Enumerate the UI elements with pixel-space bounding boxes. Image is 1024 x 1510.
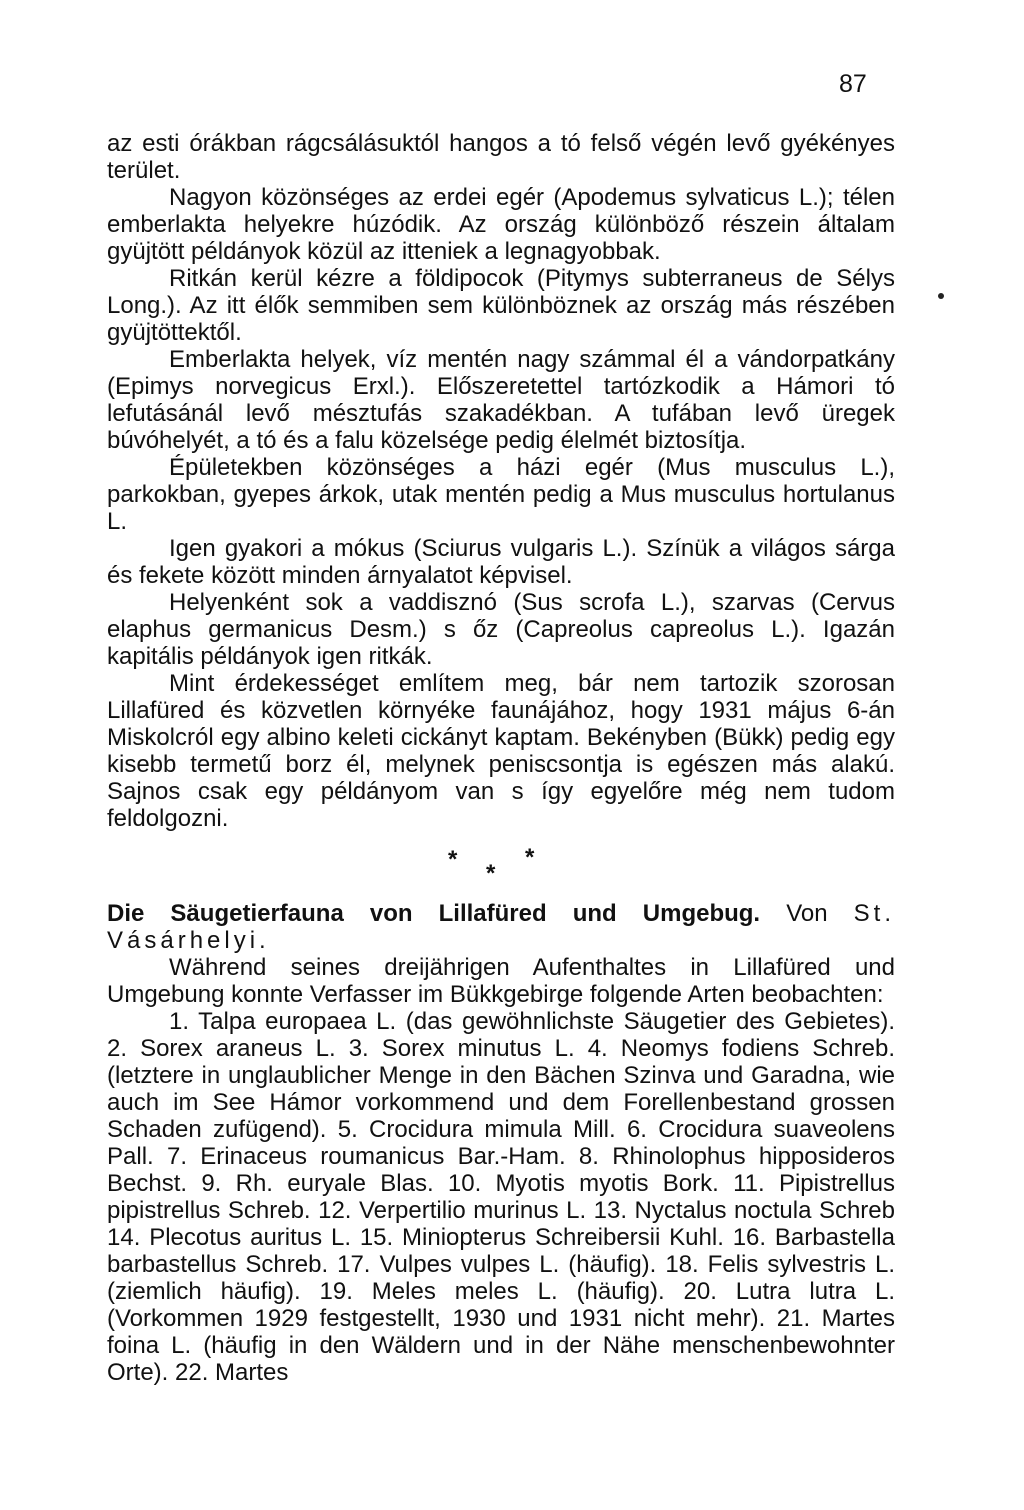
heading-author: St. Vásárhelyi. [107, 900, 895, 954]
paragraph-mus: Épületekben közönséges a házi egér (Mus musculus L.), parkokban, gyepes árkok, utak mentén pedig a Mus musculus hortulanus L. [107, 454, 895, 535]
heading-by: Von [786, 900, 828, 927]
paragraph-intro: Während seines dreijährigen Aufenthaltes in Lillafüred und Umgebung konnte Verfasser im Bükkgebirge folgende Arten beobachten: [107, 954, 895, 1008]
separator-asterisk: * [486, 860, 496, 887]
separator-asterisk: * [448, 846, 458, 873]
heading-title: Die Säugetierfauna von Lillafüred und Umgebug. [107, 900, 761, 927]
paragraph-epimys: Emberlakta helyek, víz mentén nagy számmal él a vándorpatkány (Epimys norvegicus Erxl.). Előszeretettel tartózkodik a Hámori tó lefutásánál levő mésztufás szakadékban. A tufában levő üregek búvóhelyét, a tó és a falu közelsége pedig élelmét biztosítja. [107, 346, 895, 454]
section-separator [420, 842, 570, 887]
paragraph-sciurus: Igen gyakori a mókus (Sciurus vulgaris L.). Színük a világos sárga és fekete között minden árnyalatot képvisel. [107, 535, 895, 589]
margin-mark [938, 293, 944, 299]
paragraph-continuation: az esti órákban rágcsálásuktól hangos a tó felső végén levő gyékényes terület. [107, 130, 895, 184]
paragraph-species-list: 1. Talpa europaea L. (das gewöhnlichste Säugetier des Gebietes). 2. Sorex araneus L. 3. Sorex minutus L. 4. Neomys fodiens Schreb. (letztere in unglaublicher Menge in den Bächen Szinva und Garadna, wie auch im See Hámor vorkommend und dem Forellenbestand grossen Schaden zufügend). 5. Crocidura mimula Mill. 6. Crocidura suaveolens Pall. 7. Erinaceus roumanicus Bar.-Ham. 8. Rhinolophus hipposideros Bechst. 9. Rh. euryale Blas. 10. Myotis myotis Bork. 11. Pipistrellus pipistrellus Schreb. 12. Verpertilio murinus L. 13. Nyctalus noctula Schreb 14. Plecotus auritus L. 15. Miniopterus Schreibersii Kuhl. 16. Barbastella barbastellus Schreb. 17. Vulpes vulpes L. (häufig). 18. Felis sylvestris L. (ziemlich häufig). 19. Meles meles L. (häufig). 20. Lutra lutra L. (Vorkommen 1929 festgestellt, 1930 und 1931 nicht mehr). 21. Martes foina L. (häufig in den Wäldern und in der Nähe menschenbewohnter Orte). 22. Martes [107, 1008, 895, 1386]
paragraph-pitymys: Ritkán kerül kézre a földipocok (Pitymys subterraneus de Sélys Long.). Az itt élők semmiben sem különböznek az ország más részében gyüjtöttektől. [107, 265, 895, 346]
german-summary [107, 900, 895, 1386]
paragraph-albino: Mint érdekességet említem meg, bár nem tartozik szorosan Lillafüred és közvetlen környéke faunájához, hogy 1931 május 6-án Miskolcról egy albino keleti cickányt kaptam. Bekényben (Bükk) pedig egy kisebb termetű borz él, melynek peniscsontja is egészen más alakú. Sajnos csak egy példányom van s így egyelőre még nem tudom feldolgozni. [107, 670, 895, 832]
paragraph-apodemus: Nagyon közönséges az erdei egér (Apodemus sylvaticus L.); télen emberlakta helyekre húzódik. Az ország különböző részein általam gyüjtött példányok közül az itteniek a legnagyobbak. [107, 184, 895, 265]
hungarian-text [107, 130, 895, 832]
page-number: 87 [839, 70, 867, 98]
paragraph-sus: Helyenként sok a vaddisznó (Sus scrofa L.), szarvas (Cervus elaphus germanicus Desm.) s őz (Capreolus capreolus L.). Igazán kapitális példányok igen ritkák. [107, 589, 895, 670]
separator-asterisk: * [525, 844, 535, 871]
german-heading [107, 900, 895, 954]
